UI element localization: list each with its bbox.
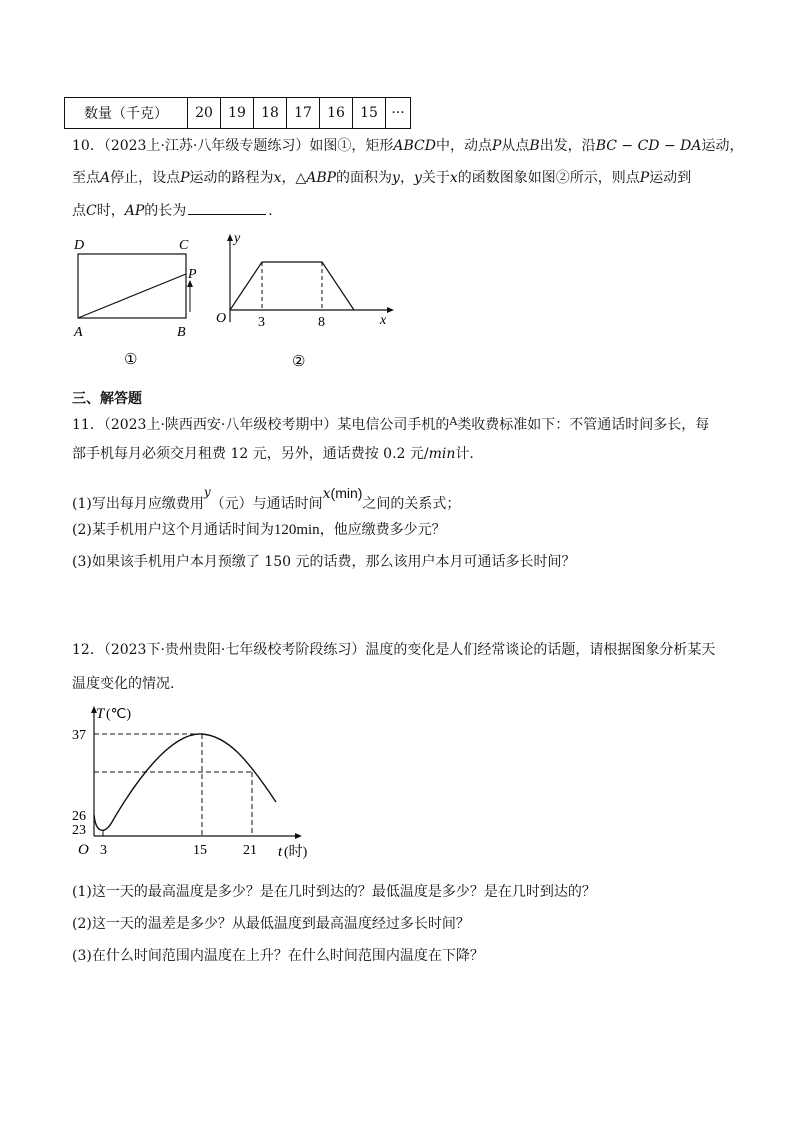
rectangle-abcd bbox=[78, 254, 186, 318]
figure-caption: ② bbox=[292, 354, 306, 370]
x-axis-arrow-icon bbox=[387, 307, 394, 313]
table-cell: 15 bbox=[353, 98, 386, 129]
table-cell: 17 bbox=[287, 98, 320, 129]
tick-label-21: 21 bbox=[243, 843, 257, 858]
label-b: B bbox=[177, 325, 186, 340]
q12-line2: 温度变化的情况. bbox=[72, 676, 175, 692]
table-cell: 18 bbox=[254, 98, 287, 129]
axis-label-time: t bbox=[278, 844, 283, 860]
question-source: （2023下·贵州贵阳·七年级校考阶段练习） bbox=[103, 642, 366, 658]
q11-part3: (3)如果该手机用户本月预缴了 150 元的话费，那么该用户本月可通话多长时间？ bbox=[72, 554, 576, 570]
tick-label-37: 37 bbox=[72, 728, 86, 743]
q12-part1: (1)这一天的最高温度是多少？是在几时到达的？最低温度是多少？是在几时到达的？ bbox=[72, 884, 596, 900]
figure-temperature-graph bbox=[72, 700, 332, 866]
function-line bbox=[230, 262, 354, 310]
table-cell: 16 bbox=[320, 98, 353, 129]
q12-line1: 12．（2023下·贵州贵阳·七年级校考阶段练习）温度的变化是人们经常谈论的话题，请根据图象分析某天 bbox=[72, 642, 716, 658]
axis-unit-celsius: (℃) bbox=[106, 707, 132, 722]
axis-label-t: T bbox=[96, 706, 105, 722]
q11-line2: 部手机每月必须交月租费 12 元，另外，通话费按 0.2 元/min计. bbox=[72, 446, 474, 462]
q10-line1: 10．（2023上·江苏·八年级专题练习）如图①，矩形ABCD中，动点P从点B出发，沿BC − CD − DA运动， bbox=[72, 138, 744, 154]
table-header-cell: 数量（千克） bbox=[65, 98, 188, 129]
segment-ap bbox=[78, 274, 186, 318]
figure-caption: ① bbox=[124, 352, 138, 368]
q11-part1: (1)写出每月应缴费用y（元）与通话时间x(min)之间的关系式； bbox=[72, 485, 461, 512]
tick-label-8: 8 bbox=[318, 315, 325, 330]
temperature-curve bbox=[94, 734, 276, 830]
tick-label-26: 26 bbox=[72, 809, 86, 824]
table-cell: 19 bbox=[221, 98, 254, 129]
q10-line3: 点C时，AP的长为 . bbox=[72, 200, 273, 221]
origin-label: O bbox=[78, 842, 89, 858]
x-axis-arrow-icon bbox=[295, 833, 302, 839]
section-title: 三、解答题 bbox=[72, 391, 142, 407]
label-d: D bbox=[74, 238, 85, 253]
answer-blank[interactable] bbox=[188, 200, 266, 215]
y-axis-arrow-icon bbox=[227, 234, 233, 241]
question-number: 10． bbox=[72, 138, 104, 154]
q12-part2: (2)这一天的温差是多少？从最低温度到最高温度经过多长时间？ bbox=[72, 916, 470, 932]
q11-line1: 11．（2023上·陕西西安·八年级校考期中）某电信公司手机的$^A$类收费标准如下：不管通话时间多长，每 bbox=[72, 415, 710, 433]
axis-unit-hour: (时) bbox=[284, 845, 308, 860]
label-c: C bbox=[179, 238, 189, 253]
tick-label-23: 23 bbox=[72, 823, 86, 838]
question-source: （2023上·陕西西安·八年级校考期中） bbox=[103, 417, 338, 433]
tick-label-15: 15 bbox=[193, 843, 207, 858]
table-row bbox=[65, 98, 411, 129]
figure-rectangle bbox=[60, 232, 210, 372]
axis-label-y: y bbox=[234, 231, 241, 246]
quantity-table bbox=[64, 97, 411, 129]
label-p: P bbox=[188, 267, 197, 282]
q12-part3: (3)在什么时间范围内温度在上升？在什么时间范围内温度在下降？ bbox=[72, 948, 484, 964]
question-number: 12． bbox=[72, 642, 104, 658]
origin-label: O bbox=[216, 311, 227, 326]
table-cell: ··· bbox=[386, 98, 411, 129]
q11-part2: (2)某手机用户这个月通话时间为120min，他应缴费多少元？ bbox=[72, 522, 446, 538]
label-a: A bbox=[74, 325, 83, 340]
figure-function-graph bbox=[204, 226, 404, 374]
axis-label-x: x bbox=[380, 313, 387, 328]
table-cell: 20 bbox=[188, 98, 221, 129]
q10-line2: 至点A停止，设点P运动的路程为x，△ABP的面积为y，y关于x的函数图象如图②所示，则点P运动到 bbox=[72, 170, 692, 186]
tick-label-3: 3 bbox=[100, 843, 107, 858]
question-number: 11． bbox=[72, 417, 104, 433]
question-source: （2023上·江苏·八年级专题练习） bbox=[103, 138, 310, 154]
tick-label-3: 3 bbox=[258, 315, 265, 330]
